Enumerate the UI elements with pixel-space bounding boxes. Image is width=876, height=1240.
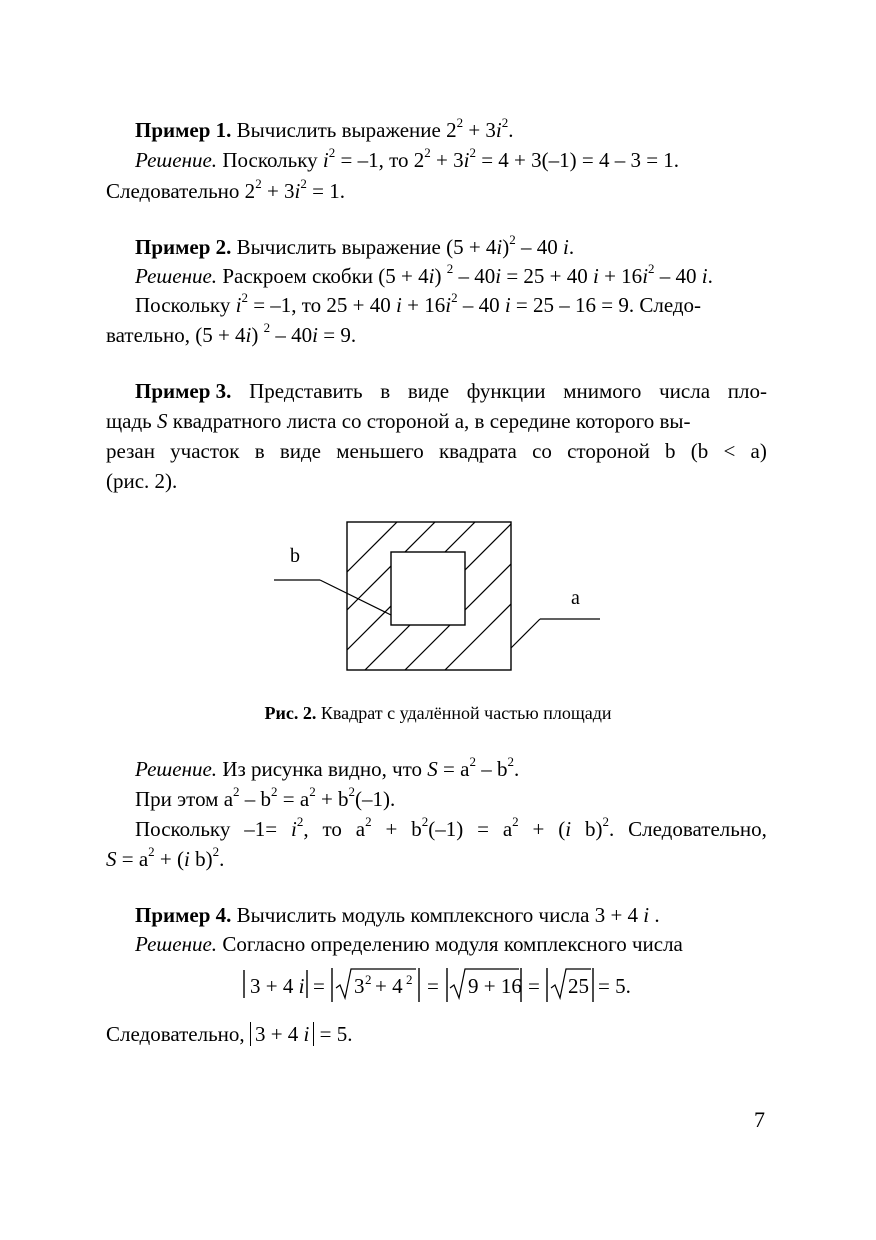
word: квадрата (438, 439, 517, 463)
label-a: a (571, 587, 580, 609)
example-1-solution: Решение. Поскольку $i^2 = -1$, то $2^2 + 3i^2 = 4 + 3(-1) = 4 - 3 = 1$. (135, 145, 680, 172)
modulus-formula (236, 966, 656, 1006)
word: резан (106, 439, 155, 463)
word: мнимого (563, 379, 642, 403)
square-figure (260, 515, 620, 680)
caption-text: Квадрат с удалённой частью площади (316, 703, 612, 723)
example-3-line2 (106, 411, 691, 432)
solution-text: Согласно определению модуля комплексного числа (217, 932, 683, 956)
example-4-task: Вычислить модуль комплексного числа (231, 903, 595, 927)
svg-text:9 + 16: 9 + 16 (468, 974, 522, 998)
word: со (532, 439, 552, 463)
text: При этом a (135, 787, 234, 811)
text: квадратного листа со стороной а, в середине которого вы- (167, 409, 691, 433)
word: виде (279, 439, 321, 463)
example-2-task: Вычислить выражение (5 + 4 (231, 235, 497, 259)
example-3-line1 (135, 381, 767, 402)
solution-label: Решение. (135, 757, 218, 781)
example-1-task: Вычислить выражение 2 (231, 118, 457, 142)
word: (b (690, 439, 709, 463)
svg-text:= 5.: = 5. (598, 974, 631, 998)
solution-text: Поскольку (222, 148, 318, 172)
word: числа (659, 379, 711, 403)
svg-text:+ 4: + 4 (375, 974, 403, 998)
svg-text:2: 2 (406, 972, 413, 987)
example-3-title: Пример 3. (135, 379, 232, 403)
example-3-solution-line3: Поскольку –1= $i^2$, то $a^2$ + $b^2(-1)$ = $a^2$ + (i b)$^2$. Следовательно, (135, 814, 767, 841)
figure-caption (0, 704, 876, 722)
word: в (380, 379, 391, 403)
example-3-line4: (рис. 2). (106, 469, 178, 493)
solution-label: Решение. (135, 264, 218, 288)
svg-text:=: = (313, 974, 325, 998)
example-3-solution-line1: Решение. Из рисунка видно, что $S = a^2 - b^2$. (135, 754, 520, 781)
word: a) (750, 439, 767, 463)
example-2-conclusion: вательно, (5 + 4i) $^2$ – 40i = 9. (106, 320, 357, 347)
example-1-title: Пример 1. (135, 118, 232, 142)
solution-text: Раскроем скобки (5 + 4 (217, 264, 429, 288)
text: Поскольку (135, 817, 231, 841)
example-4-conclusion: Следовательно, 3 + 4 i = 5. (106, 1022, 353, 1046)
word: Представить (249, 379, 363, 403)
page-number: 7 (754, 1107, 765, 1132)
example-2-solution: Решение. Раскроем скобки (5 + 4i) $^2$ – 40i = 25 + 40 $i + 16i^2 - 40$ i. (135, 261, 713, 288)
example-3-solution-line2: При этом $a^2 - b^2 = a^2 + b^2(-1)$. (135, 784, 396, 811)
svg-text:25: 25 (568, 974, 589, 998)
caption-label: Рис. 2. (264, 703, 317, 723)
label-b: b (290, 545, 300, 567)
text: щадь (106, 409, 158, 433)
conclusion-text: вательно, (5 + 4 (106, 323, 246, 347)
word: меньшего (336, 439, 424, 463)
inner-square (391, 552, 465, 625)
text: Следовательно, (628, 817, 767, 841)
svg-text:=: = (427, 974, 439, 998)
word: участок (170, 439, 240, 463)
example-2-heading: Пример 2. Вычислить выражение $(5 + 4i)^2 - 40$ i. (135, 232, 575, 259)
example-2-title: Пример 2. (135, 235, 232, 259)
example-4-solution (135, 934, 683, 955)
word: в (254, 439, 265, 463)
text: Из рисунка видно, что (217, 757, 428, 781)
example-3-solution-line4: $S = a^2 + (i$ b)$^2$. (106, 844, 225, 871)
word: b (665, 439, 676, 463)
word: пло- (727, 379, 767, 403)
conclusion-text: Следовательно, (106, 1022, 250, 1046)
example-1-heading: Пример 1. Вычислить выражение $2^2 + 3i^2$. (135, 115, 514, 142)
svg-text:=: = (528, 974, 540, 998)
solution-label: Решение. (135, 148, 218, 172)
since-text: Поскольку (135, 293, 231, 317)
svg-text:3 + 4 i: 3 + 4 i (250, 974, 305, 998)
example-2-line3: Поскольку $i^2 = -1$, то 25 + 40 $i + 16i^2 - 40$ i = 25 – 16 = 9. Следо- (135, 290, 702, 317)
conclusion-text: Следовательно 2 (106, 179, 256, 203)
example-4-title: Пример 4. (135, 903, 232, 927)
solution-label: Решение. (135, 932, 218, 956)
result-text: = 25 – 16 = 9. Следо- (510, 293, 702, 317)
word: виде (407, 379, 450, 403)
modulus-expression: 3 + 4 i (250, 1022, 314, 1046)
word: < (723, 439, 736, 463)
example-3-line3 (106, 441, 767, 462)
word: функции (466, 379, 546, 403)
svg-text:2: 2 (365, 972, 372, 987)
word: стороной (567, 439, 650, 463)
svg-text:3: 3 (354, 974, 365, 998)
example-1-conclusion: Следовательно $2^2 + 3i^2 = 1$. (106, 176, 345, 203)
leader-b-diagonal (320, 580, 391, 615)
area-symbol: S (157, 409, 168, 433)
example-4-heading: Пример 4. Вычислить модуль комплексного числа 3 + 4 i . (135, 903, 660, 927)
leader-a-diagonal (511, 619, 540, 648)
